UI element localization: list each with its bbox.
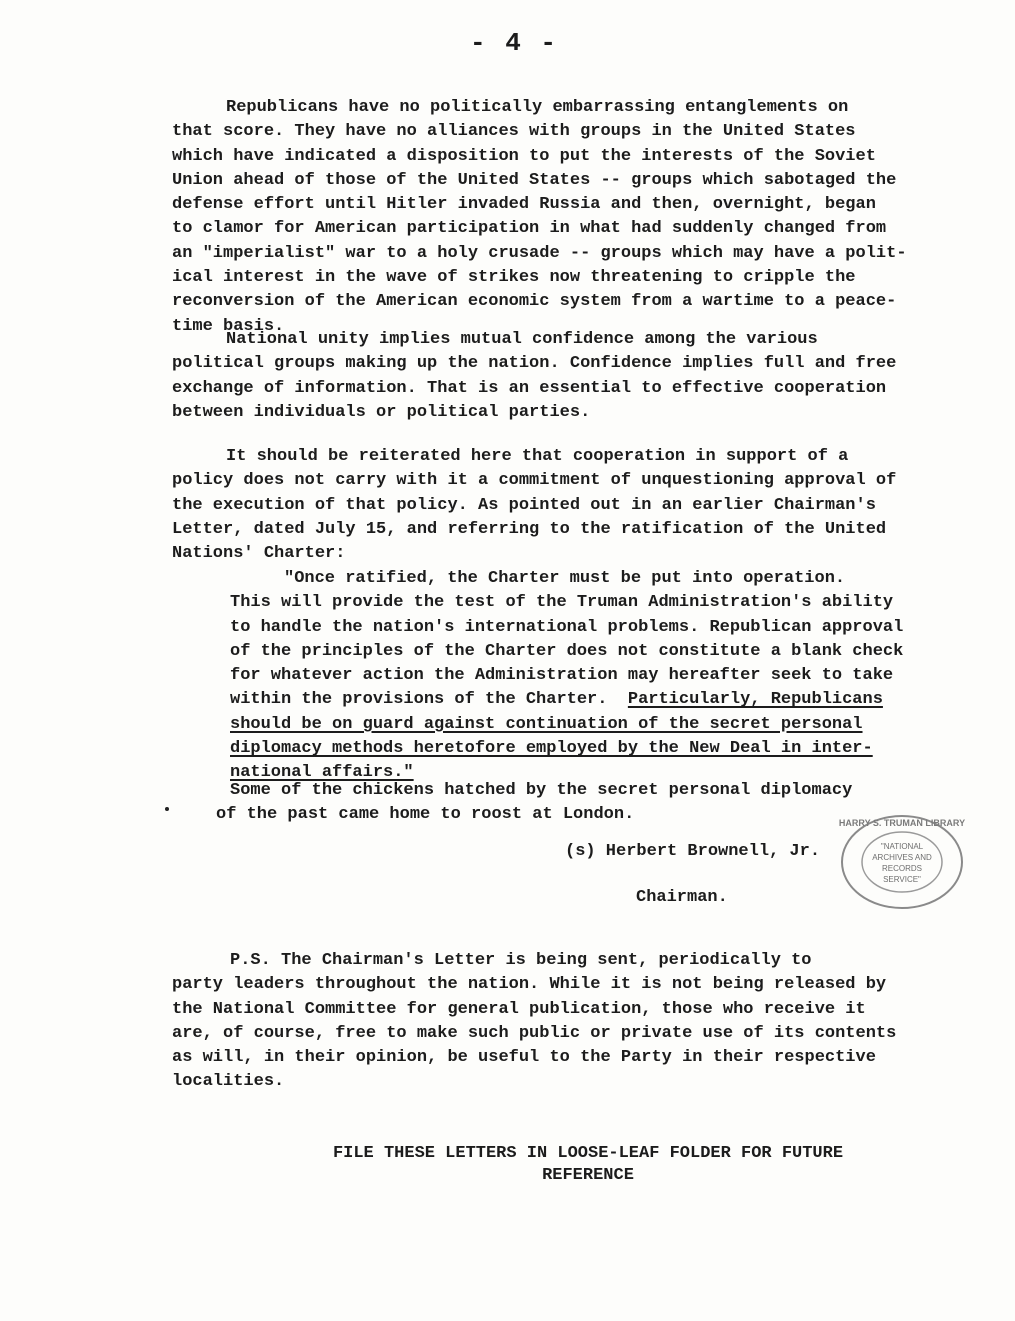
text-line: an "imperialist" war to a holy crusade -- groups which may have a polit- bbox=[172, 243, 907, 263]
quote-line: This will provide the test of the Truman Administration's ability bbox=[230, 593, 894, 613]
text-line: policy does not carry with it a commitment of unquestioning approval of bbox=[172, 471, 897, 491]
text-line: time basis. bbox=[172, 316, 285, 336]
text-line: which have indicated a disposition to put the interests of the Soviet bbox=[172, 146, 876, 166]
underlined-quote-line: should be on guard against continuation of the secret personal bbox=[230, 714, 863, 734]
underlined-quote-line: diplomacy methods heretofore employed by the New Deal in inter- bbox=[230, 739, 873, 759]
text-line: defense effort until Hitler invaded Russia and then, overnight, began bbox=[172, 195, 876, 215]
footer-line: FILE THESE LETTERS IN LOOSE-LEAF FOLDER FOR FUTURE bbox=[332, 1144, 844, 1163]
text-line: political groups making up the nation. Confidence implies full and free bbox=[172, 354, 897, 374]
text-line: Letter, dated July 15, and referring to the ratification of the United bbox=[172, 519, 887, 539]
block-quote bbox=[230, 567, 903, 786]
stamp-inner-line: SERVICE" bbox=[883, 875, 921, 884]
text-line: between individuals or political parties. bbox=[172, 402, 591, 422]
page-number: - 4 - bbox=[470, 28, 559, 58]
text-line: party leaders throughout the nation. While it is not being released by bbox=[172, 975, 887, 995]
text-line: ical interest in the wave of strikes now threatening to cripple the bbox=[172, 268, 856, 288]
text-line: the execution of that policy. As pointed out in an earlier Chairman's bbox=[172, 495, 876, 515]
paragraph-national-unity bbox=[172, 328, 896, 425]
quote-text: within the provisions of the Charter. bbox=[230, 690, 628, 710]
quote-line: "Once ratified, the Charter must be put into operation. bbox=[284, 569, 846, 588]
text-line: are, of course, free to make such public or private use of its contents bbox=[172, 1023, 897, 1043]
text-line: exchange of information. That is an essential to effective cooperation bbox=[172, 378, 887, 398]
footer-line: REFERENCE bbox=[542, 1166, 634, 1185]
quote-line: for whatever action the Administration may hereafter seek to take bbox=[230, 666, 894, 686]
stamp-inner-line: ARCHIVES AND bbox=[872, 853, 932, 862]
text-line: reconversion of the American economic system from a wartime to a peace- bbox=[172, 292, 897, 312]
stamp-inner-line: "NATIONAL bbox=[880, 842, 924, 851]
stamp-inner-line: RECORDS bbox=[881, 864, 923, 873]
text-line: localities. bbox=[172, 1072, 285, 1092]
footer-note bbox=[318, 1143, 858, 1187]
quote-line: to handle the nation's international problems. Republican approval bbox=[230, 617, 904, 637]
underlined-quote-line: national affairs." bbox=[230, 763, 414, 783]
archive-stamp bbox=[838, 812, 966, 912]
text-line: Some of the chickens hatched by the secret personal diplomacy bbox=[230, 781, 853, 800]
postscript bbox=[172, 949, 897, 1095]
stamp-seal-icon bbox=[838, 812, 966, 912]
text-line: to clamor for American participation in what had suddenly changed from bbox=[172, 219, 887, 239]
quote-line: of the principles of the Charter does not constitute a blank check bbox=[230, 641, 904, 661]
text-line: National unity implies mutual confidence among the various bbox=[226, 330, 818, 349]
text-line: Republicans have no politically embarrassing entanglements on bbox=[226, 98, 849, 117]
text-line: It should be reiterated here that cooperation in support of a bbox=[226, 447, 849, 466]
signature-name: (s) Herbert Brownell, Jr. bbox=[565, 842, 821, 861]
quote-line bbox=[230, 688, 903, 712]
paragraph-cooperation bbox=[172, 445, 896, 566]
text-line: that score. They have no alliances with groups in the United States bbox=[172, 122, 856, 142]
ink-dot bbox=[165, 807, 169, 811]
stamp-outer-text: HARRY S. TRUMAN LIBRARY bbox=[838, 818, 966, 828]
text-line: P.S. The Chairman's Letter is being sent, periodically to bbox=[230, 951, 812, 970]
text-line: Nations' Charter: bbox=[172, 544, 346, 564]
text-line: the National Committee for general publication, those who receive it bbox=[172, 999, 866, 1019]
paragraph-republicans bbox=[172, 96, 907, 339]
paragraph-chickens bbox=[216, 779, 853, 828]
text-line: as will, in their opinion, be useful to the Party in their respective bbox=[172, 1048, 876, 1068]
underlined-text: Particularly, Republicans bbox=[627, 690, 883, 710]
text-line: of the past came home to roost at London. bbox=[216, 805, 635, 825]
signature-title: Chairman. bbox=[636, 888, 728, 907]
text-line: Union ahead of those of the United States -- groups which sabotaged the bbox=[172, 170, 897, 190]
